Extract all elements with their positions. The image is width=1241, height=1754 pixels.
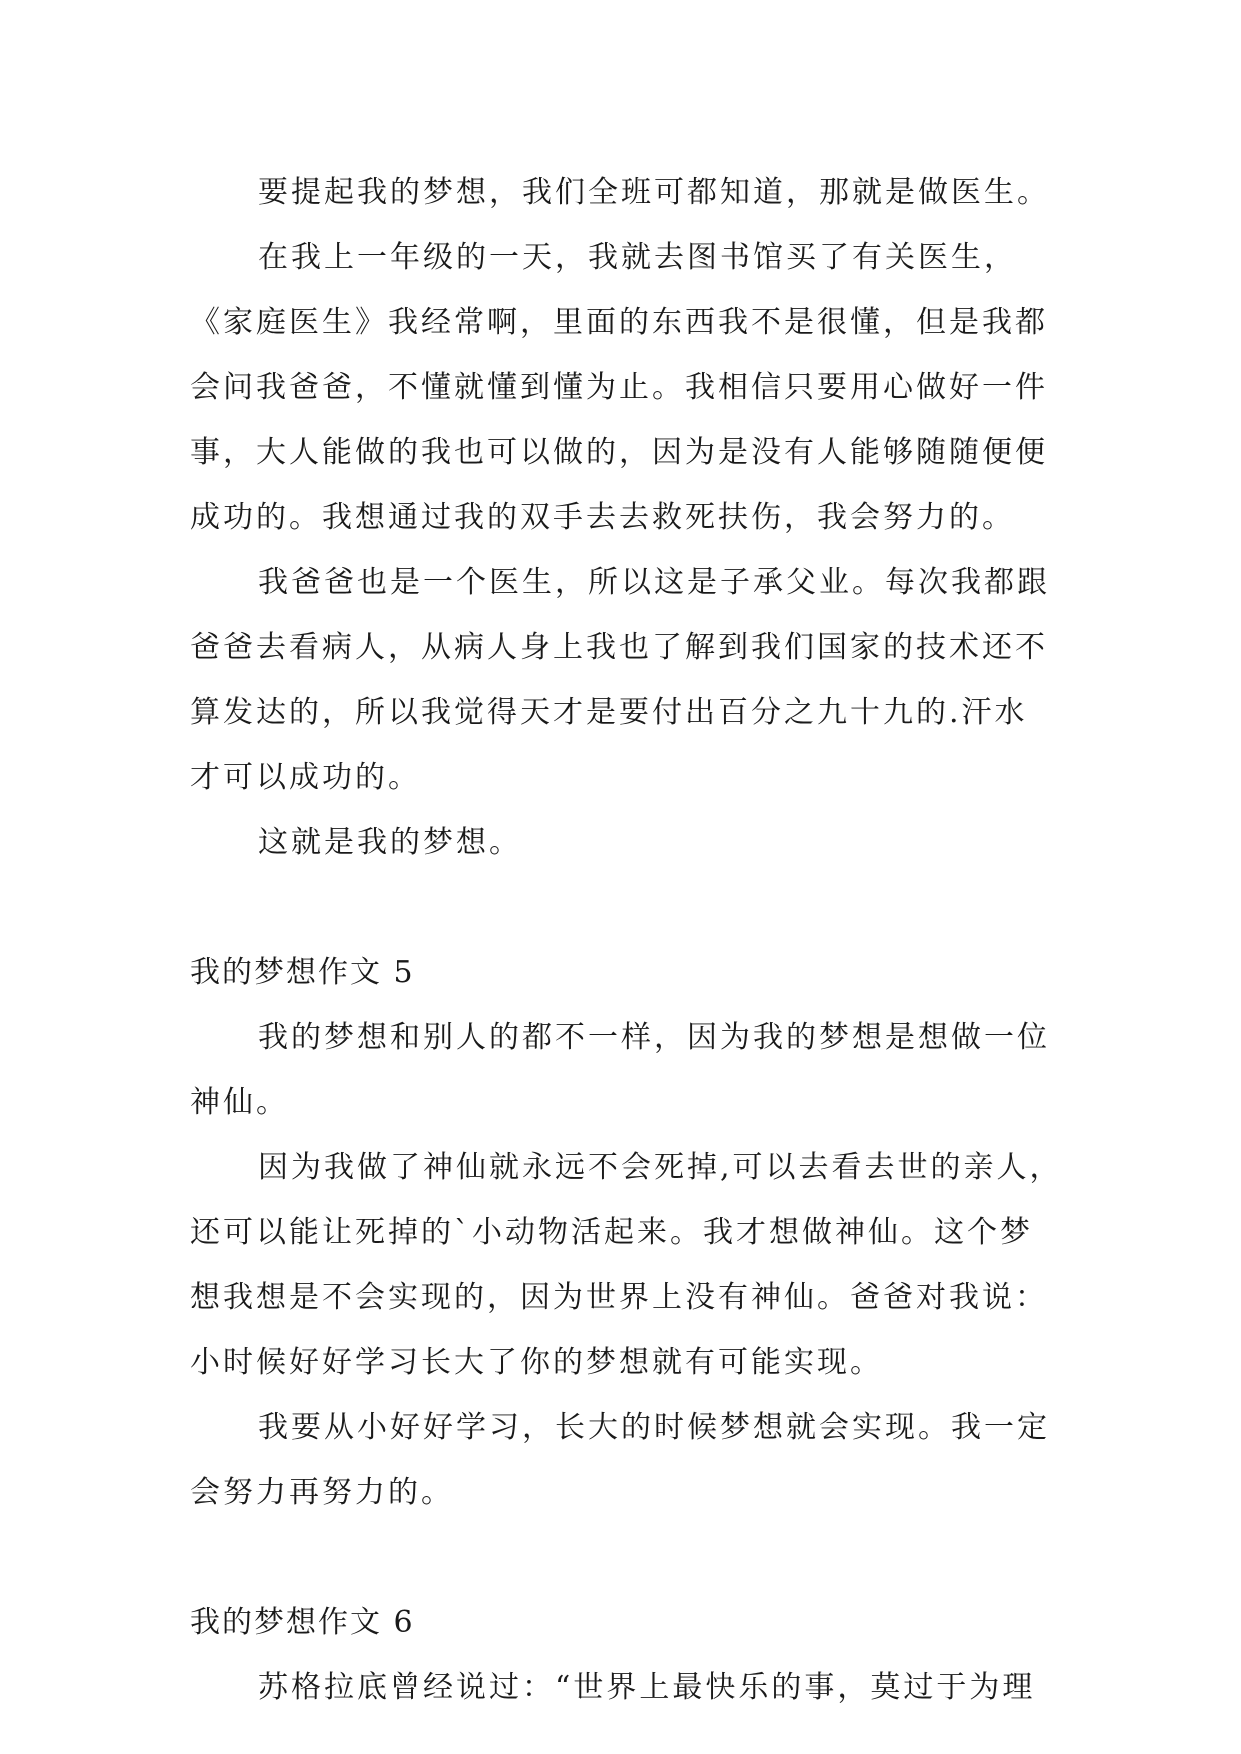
paragraph-line: 会努力再努力的。 [190,1475,454,1510]
paragraph-line: 我的梦想和别人的都不一样，因为我的梦想是想做一位 [258,1020,1050,1055]
paragraph-line: 苏格拉底曾经说过：“世界上最快乐的事，莫过于为理 [258,1670,1036,1705]
paragraph-line: 《家庭医生》我经常啊，里面的东西我不是很懂，但是我都 [190,305,1048,340]
paragraph-line: 要提起我的梦想，我们全班可都知道，那就是做医生。 [258,175,1050,210]
paragraph-line: 神仙。 [190,1085,289,1120]
paragraph-line: 事，大人能做的我也可以做的，因为是没有人能够随随便便 [190,435,1048,470]
paragraph [190,1655,1090,1720]
paragraph-line: 还可以能让死掉的`小动物活起来。我才想做神仙。这个梦 [190,1215,1033,1250]
paragraph [190,1005,1090,1135]
paragraph-line: 想我想是不会实现的，因为世界上没有神仙。爸爸对我说： [190,1280,1048,1315]
paragraph-line: 成功的。我想通过我的双手去去救死扶伤，我会努力的。 [190,500,1015,535]
paragraph [190,225,1090,550]
paragraph-line: 算发达的，所以我觉得天才是要付出百分之九十九的.汗水 [190,695,1028,730]
paragraph [190,550,1090,810]
paragraph [190,1135,1090,1395]
paragraph [190,810,1090,875]
section-heading: 我的梦想作文 5 [190,955,415,990]
section-heading: 我的梦想作文 6 [190,1605,415,1640]
paragraph-line: 我爸爸也是一个医生，所以这是子承父业。每次我都跟 [258,565,1050,600]
paragraph-line: 这就是我的梦想。 [258,825,522,860]
paragraph [190,160,1090,225]
paragraph-line: 会问我爸爸，不懂就懂到懂为止。我相信只要用心做好一件 [190,370,1048,405]
paragraph-line: 我要从小好好学习，长大的时候梦想就会实现。我一定 [258,1410,1050,1445]
document-body [190,160,1090,1720]
section-spacer [190,875,1090,940]
paragraph-line: 才可以成功的。 [190,760,421,795]
paragraph-line: 爸爸去看病人，从病人身上我也了解到我们国家的技术还不 [190,630,1048,665]
section-spacer [190,1525,1090,1590]
paragraph-line: 因为我做了神仙就永远不会死掉,可以去看去世的亲人， [258,1150,1063,1185]
paragraph-line: 在我上一年级的一天，我就去图书馆买了有关医生， [258,240,1017,275]
paragraph [190,1395,1090,1525]
paragraph-line: 小时候好好学习长大了你的梦想就有可能实现。 [190,1345,883,1380]
